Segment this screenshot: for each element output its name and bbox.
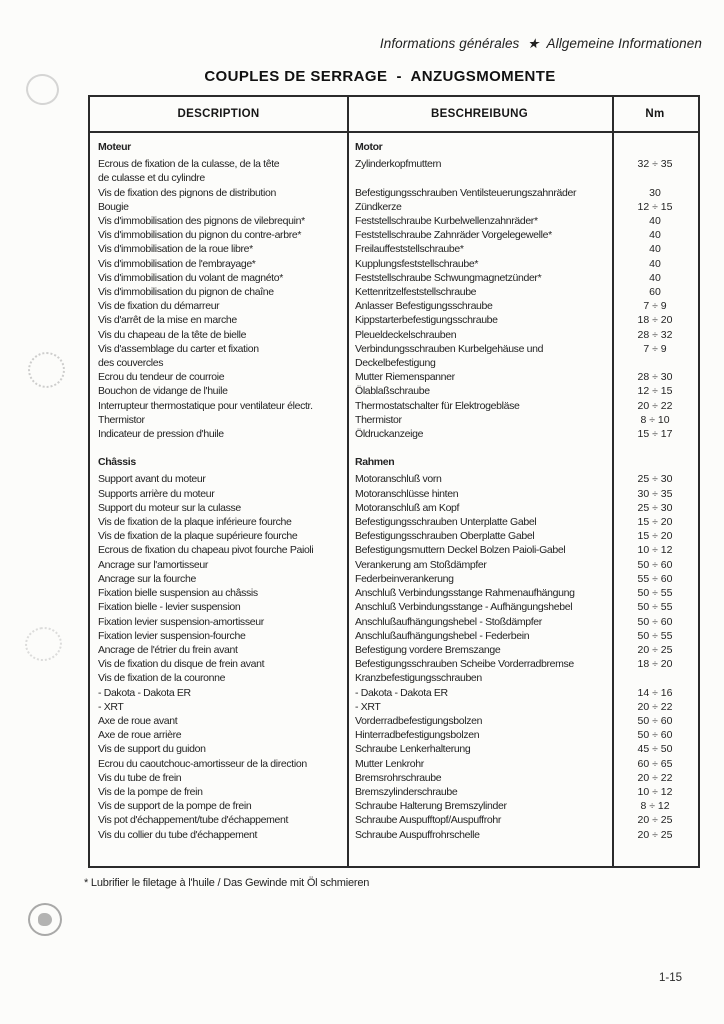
torque-value-nm: 18 ÷ 20 [637,658,673,671]
torque-value-nm: 28 ÷ 30 [637,371,673,384]
description-fr: Vis de fixation des pignons de distribution [98,186,276,199]
section-header-row [90,455,698,469]
table-row [90,813,698,827]
description-de: Motoranschlüsse hinten [355,487,459,500]
description-fr: Vis d'assemblage du carter et fixation des couvercles [98,342,259,370]
description-fr: Ecrou du tendeur de courroie [98,371,225,384]
torque-value-nm: 25 ÷ 30 [637,501,673,514]
torque-value-nm: 8 ÷ 12 [640,800,670,813]
page-header: Informations générales ★ Allgemeine Informationen [379,36,702,51]
description-de: Schraube Auspuffrohrschelle [355,828,480,841]
table-row [90,586,698,600]
torque-value-nm: 20 ÷ 22 [637,700,673,713]
torque-value-nm: 50 ÷ 55 [637,587,673,600]
description-de: Anschluß Verbindungsstange - Aufhängungshebel [355,601,573,614]
description-fr: Vis d'immobilisation de l'embrayage* [98,257,256,270]
table-row [90,657,698,671]
description-fr: Vis d'immobilisation du pignon du contre-arbre* [98,229,302,242]
description-fr: Fixation levier suspension-fourche [98,629,246,642]
description-de: Motor [355,141,383,153]
description-fr: Moteur [98,141,131,153]
table-row [90,242,698,256]
description-de: Schraube Halterung Bremszylinder [355,800,507,813]
description-de: Befestigungsschrauben Ventilsteuerungszahnräder [355,186,577,199]
description-de: Bremszylinderschraube [355,785,458,798]
description-fr: Ancrage sur la fourche [98,572,196,585]
description-fr: Thermistor [98,413,145,426]
torque-value-nm: 20 ÷ 22 [637,399,673,412]
table-row [90,299,698,313]
description-de: Federbeinverankerung [355,572,454,585]
torque-value-nm: 15 ÷ 20 [637,530,673,543]
table-row [90,771,698,785]
torque-value-nm: 7 ÷ 9 [643,342,667,355]
description-fr: Ecrou du caoutchouc-amortisseur de la direction [98,757,307,770]
torque-value-nm: 40 [649,257,661,270]
description-fr: Vis de support du guidon [98,743,206,756]
description-de: Schraube Auspufftopf/Auspuffrohr [355,814,502,827]
table-row [90,427,698,441]
torque-value-nm: 60 ÷ 65 [637,757,673,770]
description-fr: Vis de fixation de la plaque inférieure fourche [98,516,292,529]
description-de: Anlasser Befestigungsschraube [355,300,493,313]
description-de: Freilauffeststellschraube* [355,243,464,256]
description-fr: Ancrage de l'étrier du frein avant [98,643,238,656]
table-row [90,686,698,700]
torque-value-nm: 32 ÷ 35 [637,158,673,171]
table-row [90,313,698,327]
table-row [90,714,698,728]
description-fr: Indicateur de pression d'huile [98,428,224,441]
torque-value-nm: 28 ÷ 32 [637,328,673,341]
description-de: Schraube Lenkerhalterung [355,743,471,756]
description-de: Mutter Lenkrohr [355,757,424,770]
table-row [90,157,698,185]
description-fr: Vis du collier du tube d'échappement [98,828,258,841]
description-de: Hinterradbefestigungsbolzen [355,729,480,742]
description-fr: Ecrous de fixation de la culasse, de la tête de culasse et du cylindre [98,158,280,185]
table-row [90,615,698,629]
torque-value-nm: 8 ÷ 10 [640,413,670,426]
torque-value-nm: 20 ÷ 25 [637,828,673,841]
description-fr: Vis de fixation de la plaque supérieure fourche [98,530,298,543]
description-de: Anschlußaufhängungshebel - Federbein [355,629,530,642]
section-header-row [90,140,698,154]
torque-value-nm: 10 ÷ 12 [637,544,673,557]
torque-value-nm [612,140,698,154]
description-de: Thermostatschalter für Elektrogebläse [355,399,520,412]
description-fr: Support avant du moteur [98,473,206,486]
table-row [90,501,698,515]
torque-value-nm: 50 ÷ 60 [637,729,673,742]
torque-value-nm: 50 ÷ 60 [637,615,673,628]
torque-value-nm: 30 ÷ 35 [637,487,673,500]
description-de: Motoranschluß am Kopf [355,501,460,514]
torque-value-nm: 7 ÷ 9 [643,300,667,313]
description-fr: - Dakota - Dakota ER [98,686,191,699]
description-de: Verbindungsschrauben Kurbelgehäuse und Deckelbefestigung [355,342,544,370]
description-fr: Vis de fixation du démarreur [98,300,220,313]
torque-value-nm: 20 ÷ 25 [637,643,673,656]
description-fr: Ecrous de fixation du chapeau pivot fourche Paioli [98,544,314,557]
description-fr: Vis d'arrêt de la mise en marche [98,314,237,327]
description-fr: Interrupteur thermostatique pour ventilateur électr. [98,399,313,412]
description-fr: Fixation levier suspension-amortisseur [98,615,264,628]
table-row [90,384,698,398]
footnote: * Lubrifier le filetage à l'huile / Das Gewinde mit Öl schmieren [84,877,370,889]
column-header-nm: Nm [645,108,665,120]
description-de: Befestigungsschrauben Unterplatte Gabel [355,516,537,529]
table-row [90,342,698,370]
description-fr: Vis de fixation de la couronne [98,672,226,685]
table-section [90,140,698,441]
table-row [90,643,698,657]
table-row [90,671,698,685]
description-fr: Vis du tube de frein [98,771,182,784]
description-de: Pleueldeckelschrauben [355,328,457,341]
page-number: 1-15 [659,972,683,984]
table-header-row [90,97,698,133]
torque-value-nm: 18 ÷ 20 [637,314,673,327]
table-row [90,629,698,643]
torque-value-nm [612,671,698,685]
description-fr: - XRT [98,700,124,713]
table-row [90,515,698,529]
table-row [90,413,698,427]
description-fr: Vis de support de la pompe de frein [98,800,252,813]
description-de: Zündkerze [355,200,402,213]
description-de: Kettenritzelfeststellschraube [355,286,477,299]
description-de: Verankerung am Stoßdämpfer [355,558,487,571]
description-fr: Vis d'immobilisation des pignons de vilebrequin* [98,215,305,228]
torque-value-nm: 55 ÷ 60 [637,572,673,585]
description-de: Befestigungsschrauben Oberplatte Gabel [355,530,535,543]
torque-value-nm: 50 ÷ 60 [637,558,673,571]
torque-value-nm: 40 [649,271,661,284]
description-fr: Vis d'immobilisation de la roue libre* [98,243,253,256]
description-fr: Vis d'immobilisation du pignon de chaîne [98,286,274,299]
description-fr: Vis pot d'échappement/tube d'échappement [98,814,289,827]
description-fr: Vis d'immobilisation du volant de magnéto* [98,271,283,284]
table-row [90,370,698,384]
torque-value-nm: 40 [649,243,661,256]
column-divider [347,97,349,866]
description-de: - Dakota - Dakota ER [355,686,448,699]
table-row [90,472,698,486]
torque-value-nm: 60 [649,286,661,299]
table-row [90,543,698,557]
description-fr: Vis de fixation du disque de frein avant [98,658,265,671]
description-de: Thermistor [355,413,402,426]
description-de: Kupplungsfeststellschraube* [355,257,479,270]
torque-value-nm [612,455,698,469]
table-row [90,487,698,501]
table-row [90,285,698,299]
description-fr: Fixation bielle - levier suspension [98,601,241,614]
table-row [90,828,698,842]
description-de: Öldruckanzeige [355,428,424,441]
description-fr: Vis du chapeau de la tête de bielle [98,328,247,341]
table-row [90,186,698,200]
table-row [90,214,698,228]
binder-hole-mark [22,624,64,664]
description-de: Befestigungsmuttern Deckel Bolzen Paioli-Gabel [355,544,566,557]
description-de: Mutter Riemenspanner [355,371,455,384]
table-row [90,271,698,285]
description-de: Kranzbefestigungsschrauben [355,672,482,685]
table-row [90,228,698,242]
description-fr: Châssis [98,456,136,469]
table-row [90,785,698,799]
column-header-beschreibung: BESCHREIBUNG [431,108,528,120]
description-de: Ölablaßschraube [355,385,430,398]
torque-value-nm: 20 ÷ 22 [637,771,673,784]
table-row [90,799,698,813]
column-header-description: DESCRIPTION [177,108,260,120]
description-de: Feststellschraube Kurbelwellenzahnräder* [355,215,538,228]
description-fr: Bougie [98,200,129,213]
description-fr: Axe de roue arrière [98,729,182,742]
table-row [90,399,698,413]
table-row [90,257,698,271]
description-de: Anschluß Verbindungsstange Rahmenaufhängung [355,587,575,600]
table-row [90,328,698,342]
description-fr: Vis de la pompe de frein [98,785,203,798]
description-fr: Ancrage sur l'amortisseur [98,558,208,571]
table-row [90,572,698,586]
torque-value-nm: 40 [649,229,661,242]
table-row [90,700,698,714]
table-section [90,455,698,841]
torque-value-nm: 50 ÷ 55 [637,629,673,642]
description-de: Vorderradbefestigungsbolzen [355,714,483,727]
torque-table [88,95,700,868]
torque-value-nm: 50 ÷ 55 [637,601,673,614]
column-divider [612,97,614,866]
description-de: Kippstarterbefestigungsschraube [355,314,498,327]
description-fr: Fixation bielle suspension au châssis [98,587,258,600]
torque-value-nm: 15 ÷ 17 [637,428,673,441]
table-row [90,600,698,614]
torque-value-nm: 40 [649,215,661,228]
torque-value-nm: 50 ÷ 60 [637,714,673,727]
table-row [90,529,698,543]
description-de: Bremsrohrschraube [355,771,442,784]
description-fr: Support du moteur sur la culasse [98,501,241,514]
table-row [90,728,698,742]
description-de: Befestigung vordere Bremszange [355,643,501,656]
torque-value-nm: 20 ÷ 25 [637,814,673,827]
description-de: Anschlußaufhängungshebel - Stoßdämpfer [355,615,542,628]
table-row [90,742,698,756]
torque-value-nm: 30 [649,186,661,199]
torque-value-nm: 12 ÷ 15 [637,200,673,213]
binder-hole-mark [24,72,61,107]
page-title: COUPLES DE SERRAGE - ANZUGSMOMENTE [204,68,556,85]
description-de: Befestigungsschrauben Scheibe Vorderradbremse [355,658,574,671]
description-de: - XRT [355,700,381,713]
description-de: Feststellschraube Schwungmagnetzünder* [355,271,542,284]
description-fr: Supports arrière du moteur [98,487,215,500]
torque-value-nm: 12 ÷ 15 [637,385,673,398]
description-de: Feststellschraube Zahnräder Vorgelegewelle* [355,229,552,242]
description-de: Zylinderkopfmuttern [355,158,442,171]
description-fr: Axe de roue avant [98,714,178,727]
torque-value-nm: 14 ÷ 16 [637,686,673,699]
binder-hole-mark [28,352,65,388]
torque-value-nm: 25 ÷ 30 [637,473,673,486]
table-body [90,133,698,842]
table-row [90,558,698,572]
table-row [90,757,698,771]
torque-value-nm: 10 ÷ 12 [637,785,673,798]
torque-value-nm: 45 ÷ 50 [637,743,673,756]
binder-hole-mark [28,903,62,936]
table-row [90,200,698,214]
description-de: Rahmen [355,456,395,469]
torque-value-nm: 15 ÷ 20 [637,516,673,529]
description-fr: Bouchon de vidange de l'huile [98,385,228,398]
description-de: Motoranschluß vorn [355,473,442,486]
